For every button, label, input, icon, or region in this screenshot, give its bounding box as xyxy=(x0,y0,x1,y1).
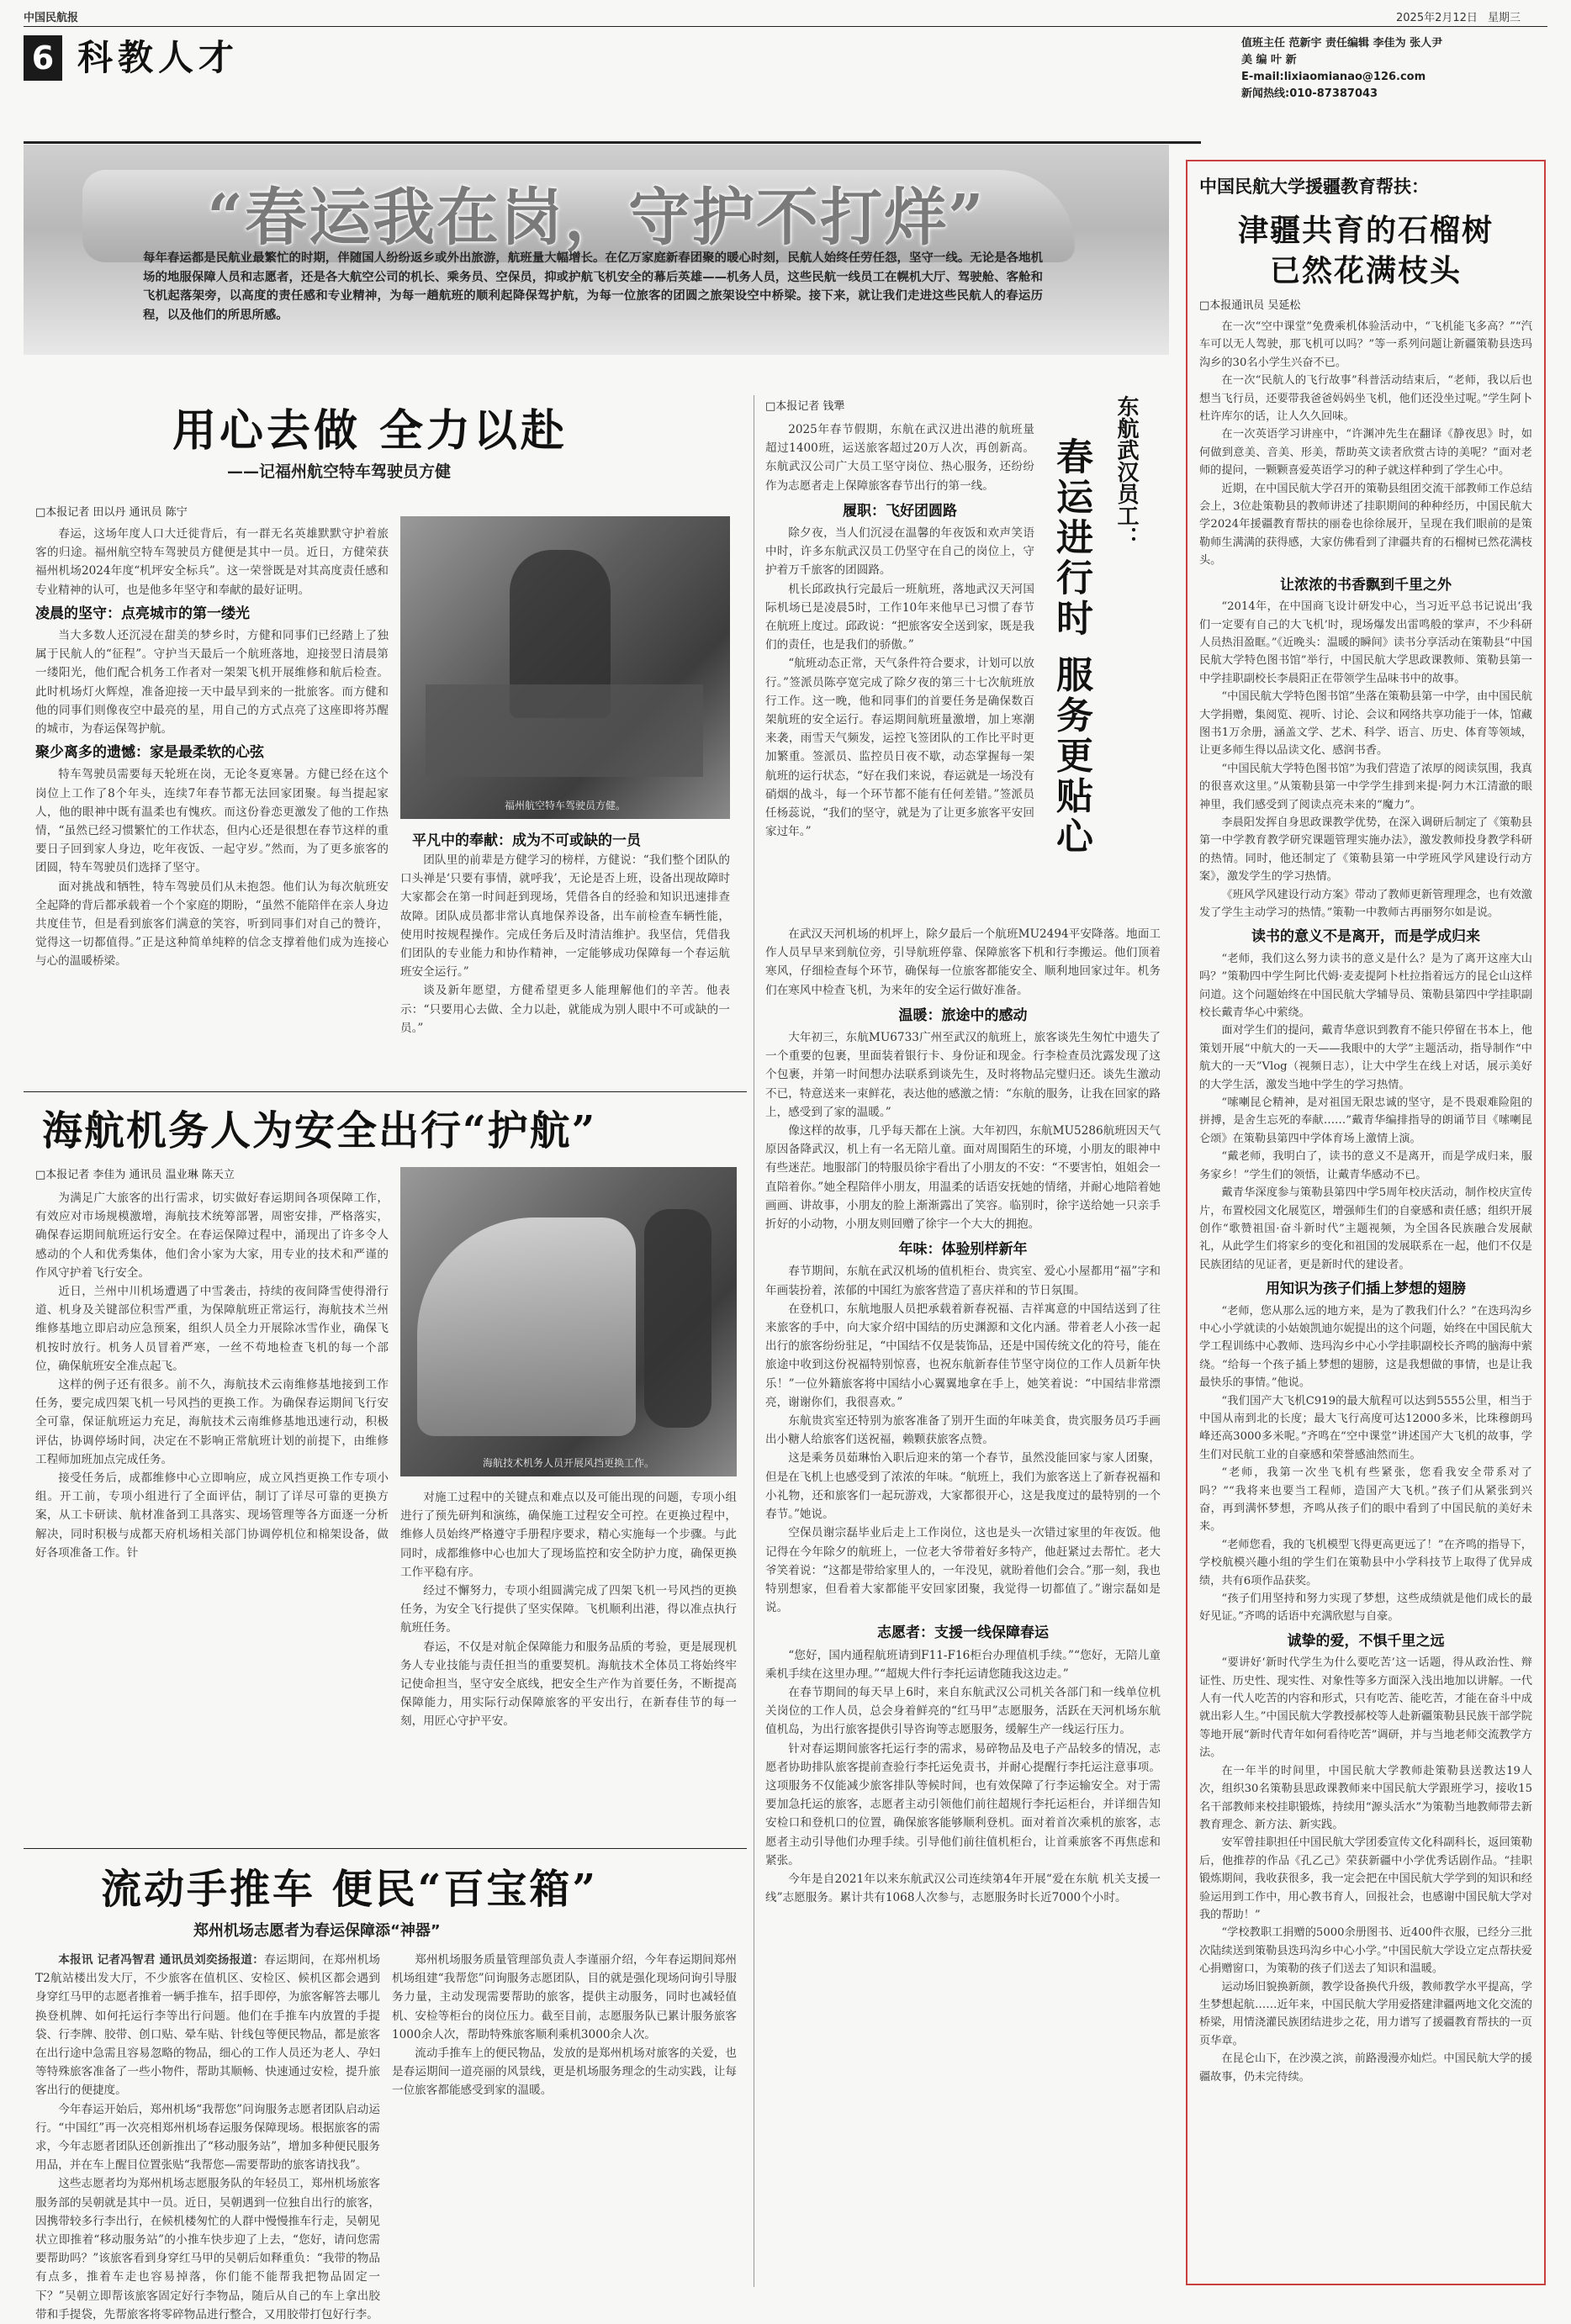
article3-top-rule xyxy=(24,1848,747,1849)
paper-name: 中国民航报 xyxy=(24,12,79,24)
article4-p8: 春节期间，东航在武汉机场的值机柜台、贵宾室、爱心小屋都用“福”字和年画装扮着，浓郁的中国红为旅客营造了喜庆祥和的节日氛围。 xyxy=(765,1265,1161,1297)
article1-p1: 春运，这场年度人口大迁徙背后，有一群无名英雄默默守护着旅客的归途。福州航空特车驾驶员方健便是其中一员。近日，方健荣获福州机场2024年度“机坪安全标兵”。这一荣誉既是对其高度责任感和专业精神的认可，也是他多年坚守和奉献的最好证明。 xyxy=(35,527,389,597)
article4-p16: 今年是自2021年以来东航武汉公司连续第4年开展“爱在东航 机关支援一线”志愿服务。累计共有1068人次参与，志愿服务时长近7000个小时。 xyxy=(765,1872,1161,1905)
article3-lead: 本报讯 记者冯智君 通讯员刘奕扬报道： xyxy=(58,1953,265,1967)
article1-subtitle: ——记福州航空特车驾驶员方健 xyxy=(227,462,452,481)
sidebar-p7: “中国民航大学特色图书馆”为我们营造了浓厚的阅读氛围，我真的很喜欢这里。”从策勒县第一中学学生排到来提·阿力木江清澈的眼神里，我们感受到了阅读点亮未来的“魔力”。 xyxy=(1199,762,1532,811)
date: 2025年2月12日 xyxy=(1396,12,1478,24)
sidebar-title-line2: 已然花满枝头 xyxy=(1269,253,1462,288)
article1-photo-caption: 福州航空特车驾驶员方健。 xyxy=(504,800,626,811)
feature-headline: “春运我在岗，守护不打烊” xyxy=(207,182,986,254)
sidebar-p4: 近期，在中国民航大学召开的策勒县组团交流干部教师工作总结会上，3位赴策勒县的教师讲述了挂职期间的种种经历，中国民航大学2024年援疆教育帮扶的丽卷也徐徐展开，呈现在我们眼前的是策勒师生满满的获得感，大家仿佛看到了津疆共育的石榴树已然花满枝头。 xyxy=(1199,482,1532,568)
photo-engine-shape xyxy=(426,684,703,777)
article4-title: 春运进行时 服务更贴心 xyxy=(1050,437,1092,858)
article4-p11: 这是乘务员茹琳怡入职后迎来的第一个春节，虽然没能回家与家人团聚，但是在飞机上也感受到了浓浓的年味。“航班上，我们为旅客送上了新春祝福和小礼物，还和旅客们一起玩游戏，大家都很开心，这是我度过的最特别的一个春节。”她说。 xyxy=(765,1451,1161,1522)
editors-line2: 美 编 叶 新 xyxy=(1241,54,1297,66)
photo-cockpit-shape xyxy=(417,1217,636,1436)
article2-p4: 接受任务后，成都维修中心立即响应，成立风挡更换工作专项小组。开工前，专项小组进行了全面评估，制订了详尽可靠的更换方案，从工卡研读、航材准备到工具落实、现场管理等各方面逐一分析解决，同时积极与成都天府机场相关部门协调停机位和棉架设备，做好各项准备工作。针 xyxy=(35,1471,389,1560)
sidebar-p14: 戴青华深度参与策勒县第四中学5周年校庆活动，制作校庆宣传片，布置校园文化展览区，增强师生们的自豪感和责任感；组织开展创作“歌赞祖国·奋斗新时代”主题视频，为全国各民族融合发展献礼，从此学生们将家乡的变化和祖国的发展联系在一起，他们不仅是民族团结的见证者，更是新时代的建设者。 xyxy=(1199,1186,1532,1271)
article1-byline: □本报记者 田以丹 通讯员 陈宁 xyxy=(35,506,188,519)
article4-heading2: 温暖：旅途中的感动 xyxy=(898,1006,1028,1024)
article2-p2: 近日，兰州中川机场遭遇了中雪袭击，持续的夜间降雪使得滑行道、机身及关键部位积雪严重，为保障航班正常运行，海航技术兰州维修基地立即启动应急预案，组织人员全力开展除冰雪作业，确保飞机按时放行。机务人员冒着严寒，一丝不苟地检查飞机的每一个部位，确保航班安全准点起飞。 xyxy=(35,1285,389,1373)
article4-p4: “航班动态正常，天气条件符合要求，计划可以放行。”签派员陈亭宽完成了除夕夜的第三十七次航班放行工作。这一晚，他和同事们的首要任务是确保数百架航班的安全运行。春运期间航班量激增，加上寒潮来袭，雨雪天气频发，运控飞签团队的工作比平时更加繁重。签派员、监控员日夜不歇，动态掌握每一架航班的运行状态，“好在我们来说，春运就是一场没有硝烟的战斗，每一个环节都不能有任何差错。”签派员任杨蕊说，“我们的坚守，就是为了让更多旅客平安回家过年。” xyxy=(765,657,1034,839)
sidebar-p25: 在昆仑山下，在沙漠之滨，前路漫漫亦灿烂。中国民航大学的援疆故事，仍未完待续。 xyxy=(1199,2052,1532,2084)
sidebar-p1: 在一次“空中课堂”免费乘机体验活动中，“飞机能飞多高？”“汽车可以无人驾驶，那飞机可以吗？”等一系列问题让新疆策勒县迭玛沟乡的30名小学生兴奋不已。 xyxy=(1199,320,1532,369)
article4-p13: “您好，国内通程航班请到F11-F16柜台办理值机手续。”“您好，无陪儿童乘机手续在这里办理。”“超规大件行李托运请您随我这边走。” xyxy=(765,1648,1161,1681)
sidebar-heading2: 读书的意义不是离开，而是学成归来 xyxy=(1251,928,1480,946)
article1-p3: 特车驾驶员需要每天轮班在岗，无论冬夏寒暑。方健已经在这个岗位上工作了8个年头，连续7年春节都无法回家团聚。每当提起家人，他的眼神中既有温柔也有愧疚。而这份眷恋更激发了他的工作热情，“虽然已经习惯繁忙的工作状态，但内心还是很想在春节这样的重要日子回到家人身边，吃年夜饭、一起守岁。”然而，为了更多旅客的团圆，特车驾驶员们选择了坚守。 xyxy=(35,768,389,875)
sidebar-p19: “孩子们用坚持和努力实现了梦想，这些成绩就是他们成长的最好见证。”齐鸣的话语中充满欣慰与自豪。 xyxy=(1199,1592,1532,1624)
article1-p4: 面对挑战和牺牲，特车驾驶员们从未抱怨。他们认为每次航班安全起降的背后都承载着一个个家庭的期盼，“虽然不能陪伴在亲人身边共度佳节，但是看到旅客们满意的笑容，听到同事们对自己的赞许，觉得这一切都值得。”正是这种简单纯粹的信念支撑着他们成为连接心与心的温暖桥梁。 xyxy=(35,879,389,969)
article3-p3: 这些志愿者均为郑州机场志愿服务队的年轻员工，郑州机场旅客服务部的吴朝就是其中一员。近日，吴朝遇到一位独自出行的旅客，因携带较多行李出行，在候机楼匆忙的人群中慢慢推车行走，吴朝见状立即推着“移动服务站”的小推车快步迎了上去，“您好，请问您需要帮助吗？”该旅客看到身穿红马甲的吴朝后如释重负：“我带的物品有点多，推着车走也容易掉落，你们能不能帮我把物品固定一下？”吴朝立即帮该旅客固定好行李物品，随后从自己的车上拿出胶带和手提袋，先帮旅客将零碎物品进行整合，又用胶带打包好行李。 xyxy=(35,2177,380,2321)
article4-p5: 在武汉天河机场的机坪上，除夕最后一个航班MU2494平安降落。地面工作人员早早来到航位旁，引导航班停靠、保障旅客下机和行李搬运。他们顶着寒风，仔细检查每个环节，确保每一位旅客都能安全、顺利地回家过年。机务们在寒风中检查飞机，为来年的安全运行做好准备。 xyxy=(765,927,1161,997)
sidebar-p16: “我们国产大飞机C919的最大航程可以达到5555公里，相当于中国从南到北的长度；最大飞行高度可达12000多米，比珠穆朗玛峰还高3000多米呢。”齐鸣在“空中课堂”讲述国产大飞机的故事，学生们对民航工业的自豪感和荣誉感油然而生。 xyxy=(1199,1394,1532,1461)
article4-column-top xyxy=(765,420,1034,925)
article3-title: 流动手推车 便民“百宝箱” xyxy=(101,1866,598,1913)
sidebar-p3: 在一次英语学习讲座中，“许渊冲先生在翻译《静夜思》时，如何做到意美、音美、形美，帮助英文读者欣赏古诗的美呢？”面对老师的提问，一颗颗喜爱英语学习的种子就这样种到了学生心中。 xyxy=(1199,428,1532,478)
sidebar-p13: “戴老师，我明白了，读书的意义不是离开，而是学成归来，服务家乡！”学生们的领悟，让戴青华感动不已。 xyxy=(1199,1150,1532,1181)
article1-title: 用心去做 全力以赴 xyxy=(172,405,569,457)
article4-p15: 针对春运期间旅客托运行李的需求，易碎物品及电子产品较多的情况，志愿者协助排队旅客提前查验行李托运免责书，并耐心提醒行李托运注意事项。这项服务不仅能减少旅客排队等候时间，也有效保障了行李运输安全。对于需要加急托运的旅客，志愿者主动引领他们前往超规行李托运柜台，并详细告知安检口和登机口的位置，确保旅客能够顺利登机。面对着首次乘机的旅客，志愿者主动引导他们办理手续。引导他们前往值机柜台，让首乘旅客不再焦虑和紧张。 xyxy=(765,1741,1161,1867)
sidebar-p18: “老师您看，我的飞机模型飞得更高更远了！”在齐鸣的指导下，学校航模兴趣小组的学生们在策勒县中小学科技节上取得了优异成绩，共有6项作品获奖。 xyxy=(1199,1538,1532,1587)
masthead-rule xyxy=(24,141,1201,144)
article3-p4: 郑州机场服务质量管理部负责人李谨丽介绍，今年春运期间郑州机场组建“我帮您”问询服务志愿团队，目的就是强化现场问询引导服务力量，主动发现需要帮助的旅客，提供主动服务，同时也减轻值机、安检等柜台的岗位压力。截至目前，志愿服务队已累计服务旅客1000余人次，帮助特殊旅客顺利乘机3000余人次。 xyxy=(392,1953,737,2041)
sidebar-p6: “中国民航大学特色图书馆”坐落在策勒县第一中学，由中国民航大学捐赠，集阅览、视听、讨论、会议和网络共享功能于一体，馆藏图书1万余册，涵盖文学、艺术、科学、语言、历史、体育等领域，让更多师生得以品读文化、感润书香。 xyxy=(1199,690,1532,758)
sidebar-p22: 安军曾挂职担任中国民航大学团委宣传文化科副科长，返回策勒后，他推荐的作品《孔乙己》荣获新疆中小学优秀话剧作品。“挂职锻炼期间，我收获很多，我一定会把在中国民航大学学到的知识和经验运用到工作中，用心教书育人，回报社会，也感谢中国民航大学对我的帮助！” xyxy=(1199,1836,1532,1921)
article1-heading2: 聚少离多的遗憾：家是最柔软的心弦 xyxy=(35,744,264,762)
top-rule xyxy=(24,26,1547,27)
article4-column-main xyxy=(765,925,1161,2287)
article2-top-rule xyxy=(24,1091,747,1092)
article2-p1: 为满足广大旅客的出行需求，切实做好春运期间各项保障工作，有效应对市场规模激增，海航技术统筹部署，周密安排，严格落实，确保春运期间航班运行安全。在春运保障过程中，涌现出了许多令人感动的个人和优秀集体，他们舍小家为大家，用专业的技术和严谨的作风守护着飞行安全。 xyxy=(35,1191,389,1280)
sidebar-heading1: 让浓浓的书香飘到千里之外 xyxy=(1280,576,1452,594)
article4-p10: 东航贵宾室还特别为旅客准备了别开生面的年味美食，贵宾服务员巧手画出小糖人给旅客们送祝福，赖颗获旅客点赞。 xyxy=(765,1414,1161,1447)
article2-byline: □本报记者 李佳为 通讯员 温业琳 陈天立 xyxy=(35,1169,235,1181)
sidebar-p5: “2014年，在中国商飞设计研发中心，当习近平总书记说出‘我们一定要有自己的大飞机’时，现场爆发出雷鸣般的掌声，不少科研人员热泪盈眶。”《近晚头：温暖的瞬间》读书分享活动在策勒县“中国民航大学特色图书馆”举行，中国民航大学思政课教师、策勒县第一中学挂职副校长李晨阳正在带领学生品味书中的故事。 xyxy=(1199,600,1532,685)
sidebar-p23: “学校教职工捐赠的5000余册图书、近400件衣服，已经分三批次陆续送到策勒县迭玛沟乡中心小学。”中国民航大学设立定点帮扶爱心捐赠窗口，为策勒的孩子们送去了知识和温暖。 xyxy=(1199,1926,1532,1976)
sidebar-kicker: 中国民航大学援疆教育帮扶： xyxy=(1199,177,1429,197)
article1-p5: 团队里的前辈是方健学习的榜样，方健说：“我们整个团队的口头禅是‘只要有事情，就呼我’，无论是否上班，设备出现故障时大家都会在第一时间赶到现场，凭借各自的经验和知识迅速排查故障。团队成员都非常认真地保养设备，出车前检查车辆性能，使用时按规程操作。完成任务后及时清洁维护。我坚信，凭借我们团队的专业能力和协作精神，一定能够成功保障每一个春运航班安全运行。” xyxy=(400,853,730,980)
article1-column1 xyxy=(35,525,389,1084)
weekday: 星期三 xyxy=(1488,12,1521,24)
article2-photo xyxy=(400,1167,737,1476)
photo-technician-shape xyxy=(644,1209,711,1428)
sidebar-p8: 李晨阳发挥自身思政课教学优势，在深入调研后制定了《策勒县第一中学教育教学研究课题管理实施办法》，激发教师投身教学科研的热情。同时，他还制定了《策勒县第一中学班风学风建设行动方案》，激发学生的学习热情。 xyxy=(1199,816,1532,884)
article4-p1: 2025年春节假期，东航在武汉进出港的航班量超过1400班，运送旅客超过20万人次，再创新高。东航武汉公司广大员工坚守岗位、热心服务，还纷纷作为志愿者走上保障旅客春节出行的第一线。 xyxy=(765,423,1034,493)
article3-column2 xyxy=(392,1951,737,2287)
article1-heading3: 平凡中的奉献：成为不可或缺的一员 xyxy=(412,832,641,849)
article3-subtitle: 郑州机场志愿者为春运保障添“神器” xyxy=(193,1922,441,1940)
article4-heading1: 履职：飞好团圆路 xyxy=(843,502,957,520)
feature-intro: 每年春运都是民航业最繁忙的时期，伴随国人纷纷返乡或外出旅游，航班量大幅增长。在亿万家庭新春团聚的暖心时刻，民航人始终任劳任怨，坚守一线。无论是各地机场的地服保障人员和志愿者，还是各大航空公司的机长、乘务员、空保员，抑或护航飞机安全的幕后英雄——机务人员，这些民航一线员工在幌机大厅、驾驶舱、客舱和飞机起落架旁，以高度的责任感和专业精神，为每一趟航班的顺利起降保驾护航，为每一位旅客的团圆之旅架设空中桥梁。接下来，就让我们走进这些民航人的春运历程，以及他们的所思所感。 xyxy=(143,251,1043,322)
article4-heading4: 志愿者：支援一线保障春运 xyxy=(877,1624,1049,1642)
article3-p2: 今年春运开始后，郑州机场“我帮您”问询服务志愿者团队启动运行。“中国红”再一次亮相郑州机场春运服务保障现场。根据旅客的需求，今年志愿者团队还创新推出了“移动服务站”，增加多种便民服务用品，并在车上醒目位置张贴“我帮您—需要帮助的旅客请找我”。 xyxy=(35,2102,380,2173)
sidebar-title-line1: 津疆共育的石榴树 xyxy=(1237,213,1494,248)
sidebar-p24: 运动场旧貌换新颜，教学设备换代升级，教师教学水平提高，学生梦想起航……近年来，中国民航大学用爱搭建津疆两地文化交流的桥梁，用情浇灌民族团结进步之花，用力谱写了援疆教育帮扶的一页页华章。 xyxy=(1199,1980,1532,2047)
article4-p9: 在登机口，东航地服人员把承载着新春祝福、吉祥寓意的中国结送到了往来旅客的手中，向大家介绍中国结的历史渊源和文化内涵。带着老人小孩一起出行的旅客纷纷驻足，“中国结不仅是装饰品，还是中国传统文化的符号，能在旅途中收到这份祝福特别惊喜，也祝东航新春佳节坚守岗位的工作人员新年快乐！”一位外籍旅客将中国结小心翼翼地拿在手上，她笑着说：“中国结非常漂亮，谢谢你们，我很喜欢。” xyxy=(765,1302,1161,1409)
article4-p3: 机长邱政执行完最后一班航班，落地武汉天河国际机场已是凌晨5时，工作10年来他早已习惯了春节在航班上度过。邱政说：“把旅客安全送到家，既是我们的责任，也是我们的骄傲。” xyxy=(765,582,1034,652)
editor-info xyxy=(1241,35,1442,103)
article4-byline: □本报记者 钱犟 xyxy=(765,400,845,413)
article3-p1-text: 春运期间，在郑州机场T2航站楼出发大厅，不少旅客在值机区、安检区、候机区都会遇到身穿红马甲的志愿者推着一辆手推车，招手即停，为旅客解答去哪儿换登机牌、如何托运行李等出行问题。他们在手推车内放置的手提袋、行李牌、胶带、创口贴、晕车贴、针线包等便民物品，都是旅客在出行途中急需且容易忽略的物品，细心的工作人员还为老人、孕妇等特殊旅客准备了一些小物件，帮助其顺畅、快速通过安检，提升旅客出行的便捷度。 xyxy=(35,1953,380,2098)
article4-p2: 除夕夜，当人们沉浸在温馨的年夜饭和欢声笑语中时，许多东航武汉员工仍坚守在自己的岗位上，守护着万千旅客的团圆路。 xyxy=(765,526,1034,578)
article2-title: 海航机务人为安全出行“护航” xyxy=(42,1107,597,1154)
article2-column1 xyxy=(35,1189,389,1841)
article4-p7: 像这样的故事，几乎每天都在上演。大年初四，东航MU5286航班因天气原因备降武汉，机上有一名无陪儿童。面对周围陌生的环境，小朋友的眼神中有些迷茫。地服部门的特服员徐宇看出了小朋友的不安：“不要害怕，姐姐会一直陪着你。”她全程陪伴小朋友，用温柔的话语安抚她的情绪，并耐心地陪着她画画、讲故事，小朋友的脸上渐渐露出了笑容。临别时，徐宇送给她一只亲手折好的小动物，小朋友则回赠了徐宇一个大大的拥抱。 xyxy=(765,1124,1161,1232)
sidebar-heading3: 用知识为孩子们插上梦想的翅膀 xyxy=(1266,1281,1466,1298)
article4-title-kicker: 东航武汉员工： xyxy=(1113,395,1139,548)
article2-p7: 春运，不仅是对航企保障能力和服务品质的考验，更是展现机务人专业技能与责任担当的重要契机。海航技术全体员工将始终牢记使命担当，坚守安全底线，把安全生产作为首要任务，不断提高保障能力，用实际行动保障旅客的平安出行，在新春佳节的每一刻，用匠心守护平安。 xyxy=(400,1640,737,1729)
sidebar-byline: □本报通讯员 吴延松 xyxy=(1199,299,1301,312)
sidebar-column xyxy=(1199,318,1532,2277)
sidebar-heading4: 诚挚的爱，不惧千里之远 xyxy=(1287,1632,1445,1650)
sidebar-p9: 《班风学风建设行动方案》带动了教师更新管理理念，也有效激发了学生主动学习的热情。”策勒一中教师古再丽努尔如是说。 xyxy=(1199,888,1532,919)
article3-p5: 流动手推车上的便民物品，发放的是郑州机场对旅客的关爱，也是春运期间一道亮丽的风景线，更是机场服务理念的生动实践，让每一位旅客都能感受到家的温暖。 xyxy=(392,2047,737,2098)
article1-column2 xyxy=(400,851,730,1085)
editor-email: E-mail:lixiaomianao@126.com xyxy=(1241,71,1426,83)
article2-column2 xyxy=(400,1488,737,1841)
article1-heading1: 凌晨的坚守：点亮城市的第一缕光 xyxy=(35,605,250,622)
sidebar-p11: 面对学生们的提问，戴青华意识到教育不能只停留在书本上，他策划开展“中航大的一天——我眼中的大学”主题活动，指导制作“中航大的一天”Vlog（视频日志），让大中学生在线上对话，展示美好的大学生活，激发当地中学生的学习热情。 xyxy=(1199,1024,1532,1091)
news-hotline: 新闻热线:010-87387043 xyxy=(1241,87,1378,100)
sidebar-p17: “老师，我第一次坐飞机有些紧张，您看我安全带系对了吗？”“我将来也要当工程师，造国产大飞机。”孩子们从紧张到兴奋，再到满怀梦想，齐鸣从孩子们的眼中看到了中国民航的美好未来。 xyxy=(1199,1466,1532,1534)
article3-column1 xyxy=(35,1951,380,2321)
sidebar-p2: 在一次“民航人的飞行故事”科普活动结束后，“老师，我以后也想当飞行员，还要带我爸爸妈妈坐飞机，他们还没坐过呢。”学生阿卜杜许库尔的话，让人久久回味。 xyxy=(1199,374,1532,424)
article4-heading3: 年味：体验别样新年 xyxy=(898,1241,1028,1259)
article1-p6: 谈及新年愿望，方健希望更多人能理解他们的辛苦。他表示：“只要用心去做、全力以赴，就能成为别人眼中不可或缺的一员。” xyxy=(400,984,730,1035)
article1-p2: 当大多数人还沉浸在甜美的梦乡时，方健和同事们已经踏上了独属于民航人的“征程”。守护当天最后一个航班落地，迎接翌日清晨第一缕阳光，他们配合机务工作者对一架架飞机开展维修和航后检查。此时机场灯火辉煌，准备迎接一天中最早到来的一批旅客。而方健和他的同事们则像夜空中最亮的星，用自己的方式点亮了这座即将苏醒的城市，为春运保驾护航。 xyxy=(35,629,389,737)
article2-p6: 经过不懈努力，专项小组圆满完成了四架飞机一号风挡的更换任务，为安全飞行提供了坚实保障。飞机顺利出港，得以准点执行航班任务。 xyxy=(400,1584,737,1635)
page-number: 6 xyxy=(24,35,62,81)
editors-line1: 值班主任 范新宇 责任编辑 李佳为 张人尹 xyxy=(1241,37,1443,50)
article2-p5: 对施工过程中的关键点和难点以及可能出现的问题，专项小组进行了预先研判和演练，确保施工过程安全可控。在更换过程中，维修人员始终严格遵守手册程序要求，精心实施每一个步骤。与此同时，成都维修中心也加大了现场监控和安全防护力度，确保更换工作平稳有序。 xyxy=(400,1491,737,1579)
article2-photo-caption: 海航技术机务人员开展风挡更换工作。 xyxy=(482,1457,654,1469)
sidebar-p10: “老师，我们这么努力读书的意义是什么？是为了离开这座大山吗？”策勒四中学生阿比代姆·麦麦提阿卜杜拉指着远方的昆仑山这样问道。这个问题始终在中国民航大学辅导员、策勒县第四中学挂职副校长戴青华心中萦绕。 xyxy=(1199,952,1532,1020)
sidebar-p15: “老师，您从那么远的地方来，是为了教我们什么？”在迭玛沟乡中心小学就读的小姑娘凯迪尔妮提出的这个问题，始终在中国民航大学工程训练中心教师、迭玛沟乡中心小学挂职副校长齐鸣的脑海中萦绕。“给每一个孩子插上梦想的翅膀，这是我想做的事情，也是让我最快乐的事情。”他说。 xyxy=(1199,1304,1532,1390)
article4-p12: 空保员谢宗磊毕业后走上工作岗位，这也是头一次错过家里的年夜饭。他记得在今年除夕的航班上，一位老大爷带着好多特产，他赶紧过去帮忙。老大爷笑着说：“这都是带给家里人的，一年没见，就盼着他们会合。”那一刻，我也特别想家，但看着大家都能平安回家团聚，我觉得一切都值了。”谢宗磊如是说。 xyxy=(765,1526,1161,1615)
article4-p6: 大年初三，东航MU6733广州至武汉的航班上，旅客谈先生匆忙中遗失了一个重要的包裹，里面装着银行卡、身份证和现金。行李检查员沈露发现了这个包裹，并第一时间想办法联系到谈先生，及时将物品完璧归还。谈先生激动不已，特意送来一束鲜花，表达他的感激之情：“东航的服务，让我在回家的路上，感受到了家的温暖。” xyxy=(765,1031,1161,1119)
sidebar-p12: “嗦喇昆仑精神，是对祖国无限忠诚的坚守，是不畏艰难险阻的拼搏，是舍生忘死的奉献……”戴青华编排指导的朗诵节目《嗦喇昆仑颂》在策勒县第四中学体育场上激情上演。 xyxy=(1199,1096,1532,1145)
sidebar-p21: 在一年半的时间里，中国民航大学教师赴策勒县送教达19人次，组织30名策勒县思政课教师来中国民航大学跟班学习，接收15名干部教师来校挂职锻炼，持续用“源头活水”为策勒当地教师带去新教育理念、新方法、新实践。 xyxy=(1199,1764,1532,1831)
article4-p14: 在春节期间的每天早上6时，来自东航武汉公司机关各部门和一线单位机关岗位的工作人员，总会身着鲜亮的“红马甲”志愿服务，活跃在天河机场东航值机岛，为出行旅客提供引导咨询等志愿服务，缓解生产一线运行压力。 xyxy=(765,1685,1161,1737)
article3-p1 xyxy=(35,1951,380,2100)
section-title: 科教人才 xyxy=(77,37,240,78)
article2-p3: 这样的例子还有很多。前不久，海航技术云南维修基地接到工作任务，要完成四架飞机一号风挡的更换工作。为确保春运期间飞行安全可靠，保证航班运力充足，海航技术云南维修基地迅速行动，积极评估，协调停场时间，决定在不影响正常航班计划的前提下，由维修工程师加班加点完成任务。 xyxy=(35,1378,389,1466)
article1-photo xyxy=(400,516,730,819)
issue-date xyxy=(1396,8,1521,24)
sidebar-p20: “要讲好‘新时代学生为什么要吃苦’这一话题，得从政治性、辩证性、历史性、现实性、对象性等多方面深入浅出地加以讲解。一代人有一代人吃苦的内容和形式，只有吃苦、能吃苦，才能在奋斗中成就出彩人生。”中国民航大学教授郝校等人赴新疆策勒县民族干部学院等地开展“新时代青年如何看待吃苦”调研，并与当地老师交流教学方法。 xyxy=(1199,1656,1532,1760)
